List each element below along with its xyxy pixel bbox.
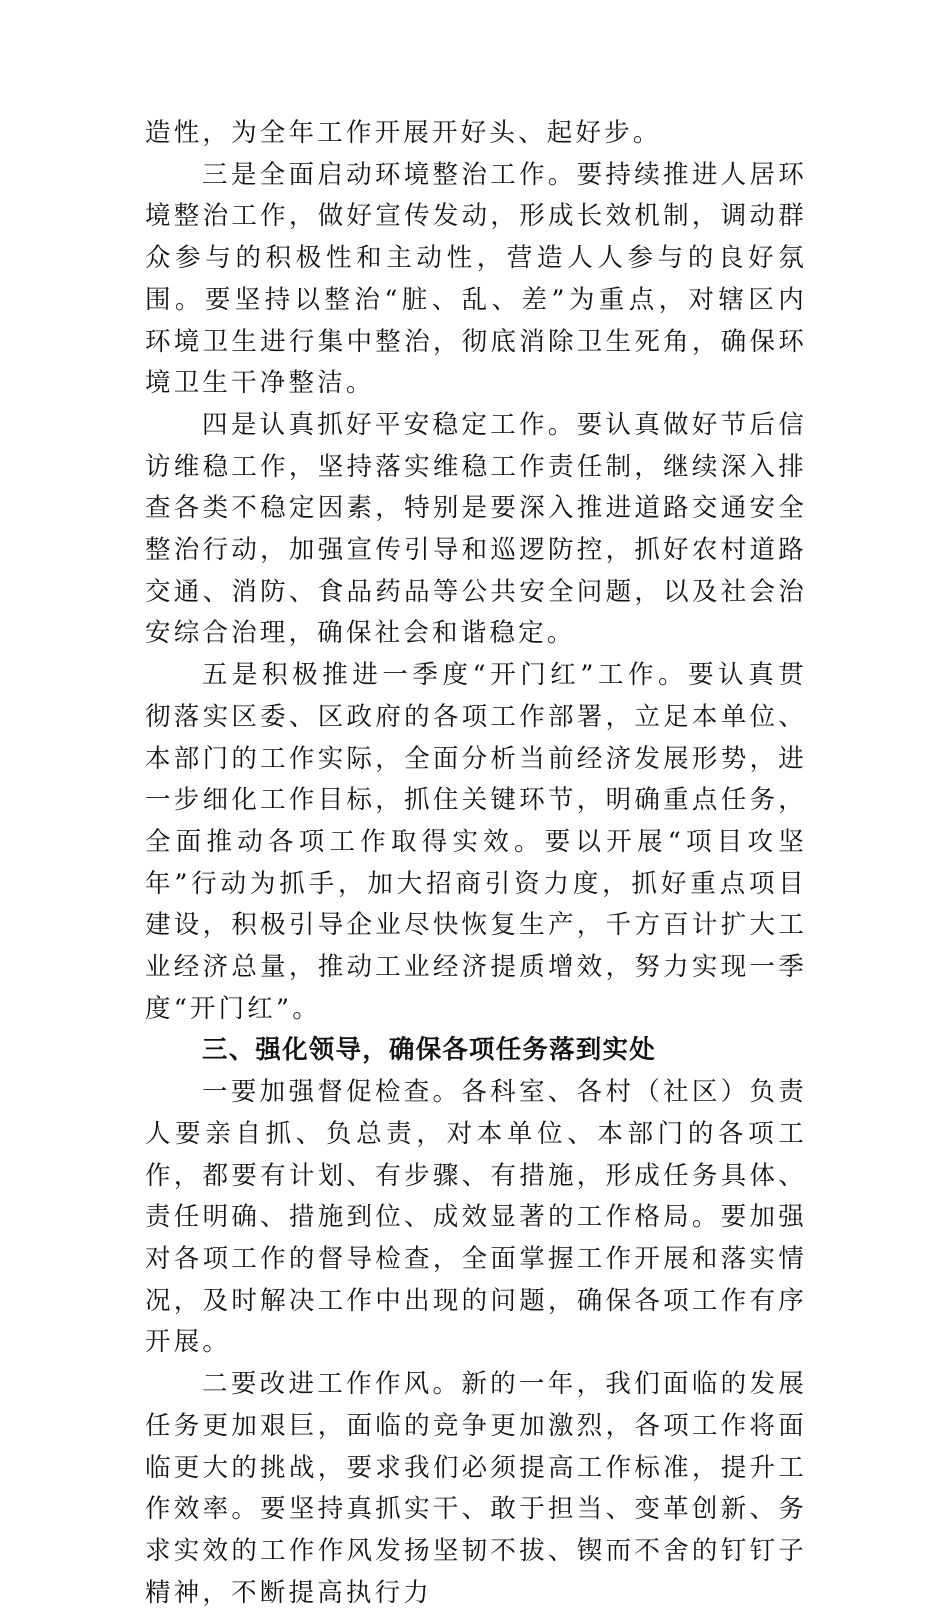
- paragraph-work-style: 二要改进工作作风。新的一年，我们面临的发展任务更加艰巨，面临的竞争更加激烈，各项工作将面临更大的挑战，要求我们必须提高工作标准，提升工作效率。要坚持真抓实干、敢于担当、变革创新、务求实效的工作作风发扬坚韧不拔、锲而不舍的钉钉子精神，不断提高执行力: [145, 1369, 807, 1608]
- paragraph-continuation: 造性，为全年工作开展开好头、起好步。: [145, 118, 662, 148]
- paragraph-supervision-inspection: 一要加强督促检查。各科室、各村（社区）负责人要亲自抓、负总责，对本单位、本部门的各项工作，都要有计划、有步骤、有措施，形成任务具体、责任明确、措施到位、成效显著的工作格局。要加强对各项工作的督导检查，全面掌握工作开展和落实情况，及时解决工作中出现的问题，确保各项工作有序开展。: [145, 1077, 807, 1358]
- document-body: [145, 113, 807, 1614]
- paragraph-safety-stability: 四是认真抓好平安稳定工作。要认真做好节后信访维稳工作，坚持落实维稳工作责任制，继续深入排查各类不稳定因素，特别是要深入推进道路交通安全整治行动，加强宣传引导和巡逻防控，抓好农村道路交通、消防、食品药品等公共安全问题，以及社会治安综合治理，确保社会和谐稳定。: [145, 409, 807, 649]
- section-heading-3: 三、强化领导，确保各项任务落到实处: [202, 1035, 656, 1066]
- paragraph-environment-improvement: 三是全面启动环境整治工作。要持续推进人居环境整治工作，做好宣传发动，形成长效机制，调动群众参与的积极性和主动性，营造人人参与的良好氛围。要坚持以整治“脏、乱、差”为重点，对辖区内环境卫生进行集中整治，彻底消除卫生死角，确保环境卫生干净整洁。: [145, 159, 807, 399]
- paragraph-first-quarter-good-start: 五是积极推进一季度“开门红”工作。要认真贯彻落实区委、区政府的各项工作部署，立足本单位、本部门的工作实际，全面分析当前经济发展形势，进一步细化工作目标，抓住关键环节，明确重点任务，全面推动各项工作取得实效。要以开展“项目攻坚年”行动为抓手，加大招商引资力度，抓好重点项目建设，积极引导企业尽快恢复生产，千方百计扩大工业经济总量，推动工业经济提质增效，努力实现一季度“开门红”。: [145, 660, 807, 1024]
